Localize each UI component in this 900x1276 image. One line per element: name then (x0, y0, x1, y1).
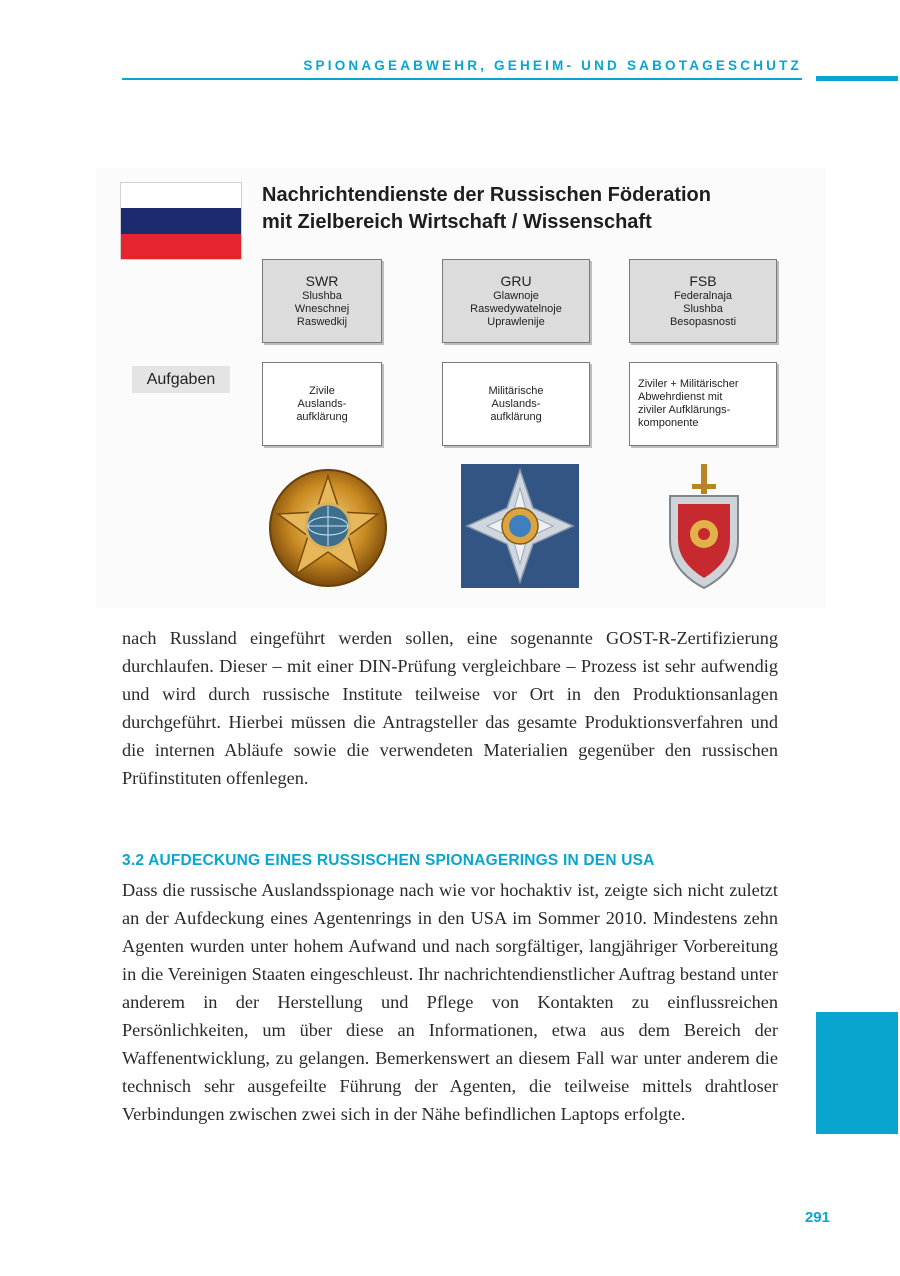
task-line: ziviler Aufklärungs- (638, 404, 731, 416)
task-line: aufklärung (490, 410, 542, 423)
body-paragraph-1: nach Russland eingeführt werden sollen, eine sogenannte GOST-R-Zertifizierung durchlaufen. Dieser – mit einer DIN-Prüfung vergleichbare – Prozess ist sehr aufwendig und wird durch russische Institute teilweise vor Ort in den Produktionsanlagen durchgeführt. Hierbei müssen die Antragsteller das gesamte Produktionsverfahren und die internen Abläufe sowie die verwendeten Materialien gegenüber den russischen Prüfinstituten offenlegen. (122, 628, 778, 788)
agency-name-line: Slushba (302, 290, 342, 302)
header-tab-accent (816, 76, 898, 81)
agency-abbr: GRU (500, 273, 532, 289)
flag-stripe-white (121, 183, 241, 208)
fsb-emblem-icon (664, 462, 744, 592)
agency-box-fsb (629, 259, 777, 343)
task-box-gru (442, 362, 590, 446)
agency-abbr: FSB (689, 273, 717, 289)
task-line: komponente (638, 417, 699, 429)
russian-flag-icon (120, 182, 242, 260)
swr-emblem-icon (268, 466, 388, 590)
agency-box-swr (262, 259, 382, 343)
agency-abbr: SWR (305, 273, 339, 289)
task-line: Auslands- (297, 397, 347, 410)
agency-name-line: Besopasnosti (669, 316, 737, 328)
task-line: Zivile (309, 384, 335, 397)
agency-name-line: Wneschnej (294, 303, 350, 315)
agency-box-gru (442, 259, 590, 343)
figure-title-line-1: Nachrichtendienste der Russischen Föderation (262, 184, 711, 206)
gru-emblem-icon (461, 464, 579, 588)
flag-stripe-blue (121, 208, 241, 233)
header-rule (122, 78, 802, 80)
agency-name-line: Uprawlenije (487, 316, 545, 328)
tasks-row-label: Aufgaben (132, 366, 230, 393)
task-box-swr (262, 362, 382, 446)
flag-stripe-red (121, 234, 241, 259)
agency-name-line: Slushba (683, 303, 723, 315)
task-line: Militärische (488, 384, 544, 397)
task-line: Abwehrdienst mit (638, 391, 723, 403)
agency-name-line: Federalnaja (673, 290, 733, 302)
body-paragraph-2: Dass die russische Auslandsspionage nach wie vor hochaktiv ist, zeigte sich nicht zuletzt an der Aufdeckung eines Agentenrings in den USA im Sommer 2010. Mindestens zehn Agenten wurden unter hohem Aufwand und nach sorgfältiger, langjähriger Vorbereitung in die Vereinigen Staaten eingeschleust. Ihr nachrichtendienstlicher Auftrag bestand unter anderem in der Herstellung und Pflege von Kontakten zu einflussreichen Persönlichkeiten, um über diese an Informationen, etwa aus dem Bereich der Waffenentwicklung, zu gelangen. Bemerkenswert an diesem Fall war unter anderem die technisch sehr ausgefeilte Führung der Agenten, die teilweise mittels drahtloser Verbindungen zwischen zwei sich in der Nähe befindlichen Laptops erfolgte. (122, 880, 778, 1124)
page-number: 291 (804, 1209, 830, 1226)
figure-title-line-2: mit Zielbereich Wirtschaft / Wissenschaft (262, 211, 652, 233)
task-line: Ziviler + Militärischer (638, 378, 739, 390)
task-line: Auslands- (491, 397, 541, 410)
task-line: aufklärung (296, 410, 348, 423)
side-thumb-tab (816, 1012, 898, 1134)
section-heading: 3.2 AUFDECKUNG EINES RUSSISCHEN SPIONAGERINGS IN DEN USA (122, 852, 655, 869)
task-box-fsb (629, 362, 777, 446)
agency-name-line: Glawnoje (493, 290, 539, 302)
agency-name-line: Raswedkij (296, 316, 348, 328)
running-header: SPIONAGEABWEHR, GEHEIM- UND SABOTAGESCHUTZ (303, 58, 802, 73)
agency-name-line: Raswedywatelnoje (470, 303, 562, 315)
figure-title (262, 182, 802, 236)
